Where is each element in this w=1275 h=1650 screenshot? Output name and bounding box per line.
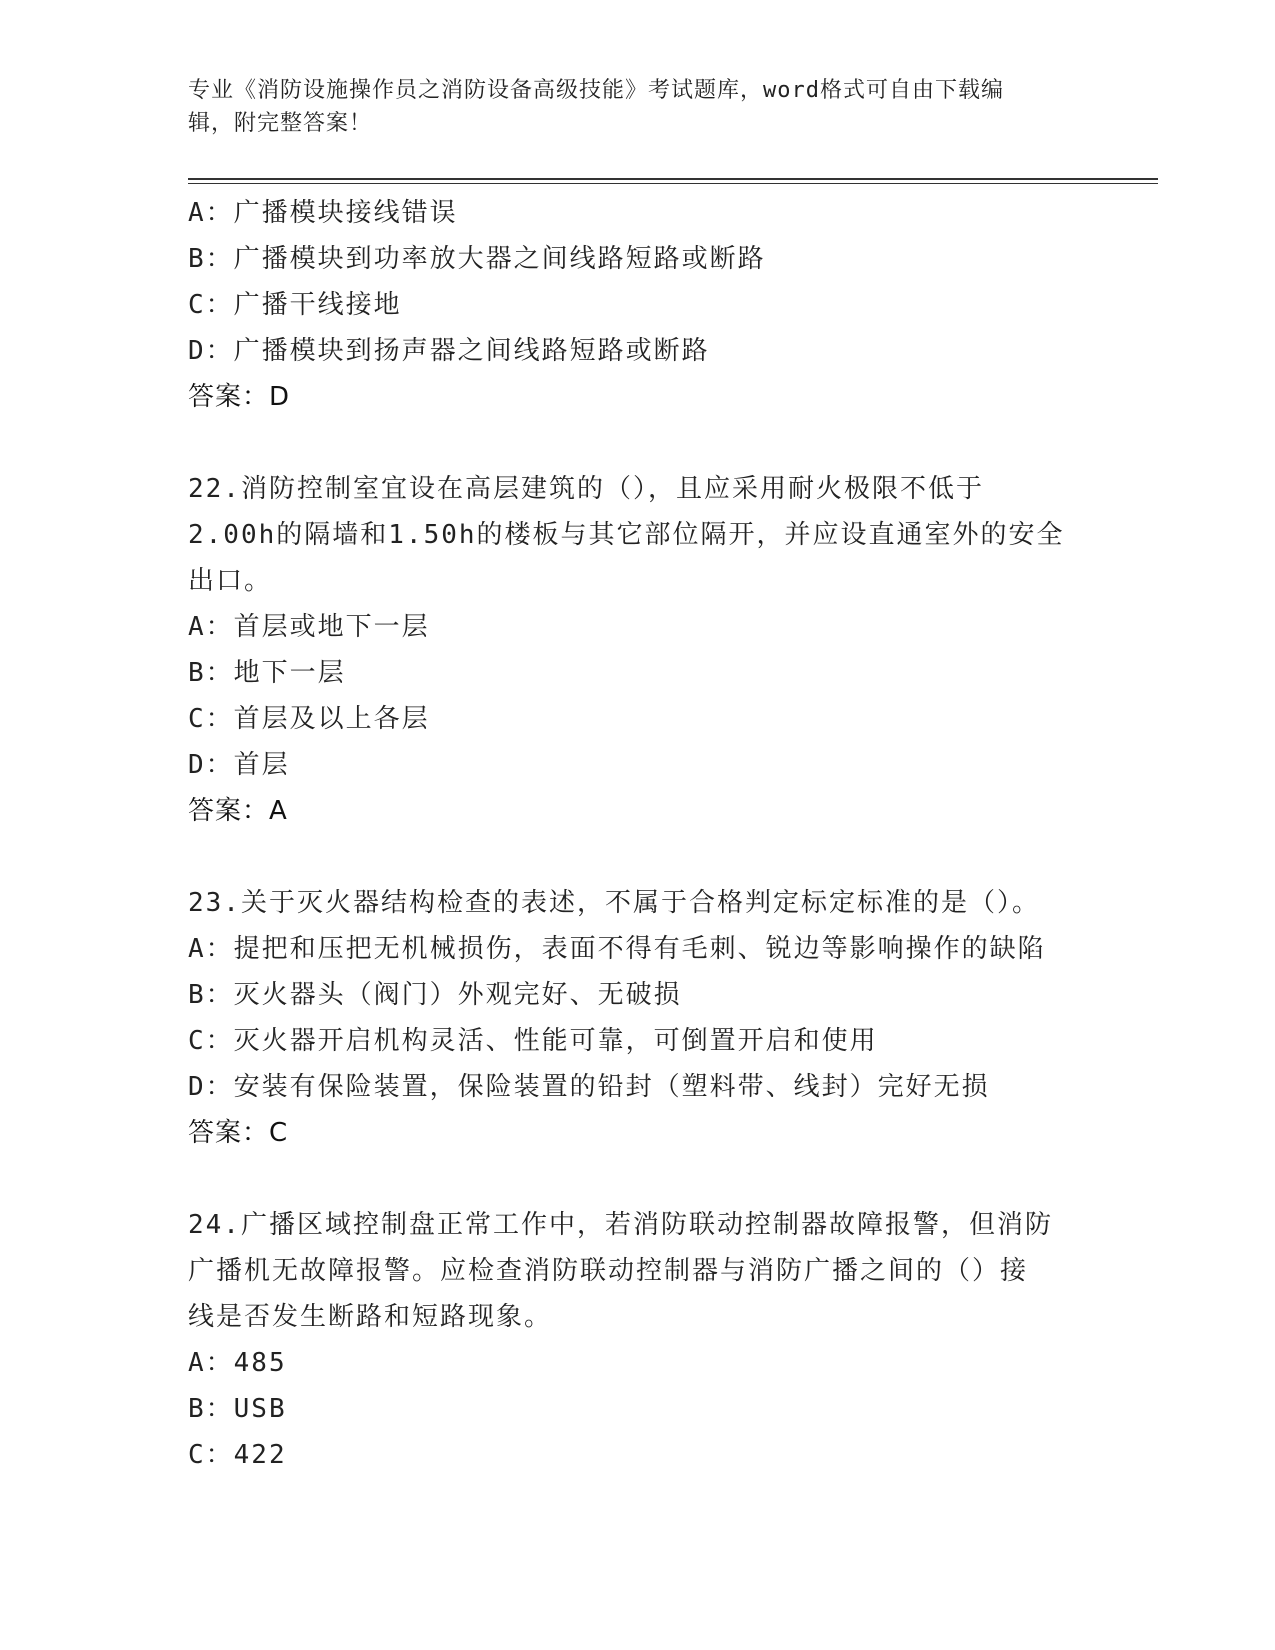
option-d: D：首层 [188, 750, 290, 780]
question-spacer [188, 834, 1088, 880]
option-a: A：485 [188, 1348, 287, 1378]
question-stem-line-1: 24.广播区域控制盘正常工作中，若消防联动控制器故障报警，但消防 [188, 1210, 1053, 1240]
option-a: A：首层或地下一层 [188, 612, 430, 642]
header-line-1: 专业《消防设施操作员之消防设备高级技能》考试题库，word格式可自由下载编 [188, 78, 1004, 103]
option-b: B：USB [188, 1394, 287, 1424]
option-b: B：广播模块到功率放大器之间线路短路或断路 [188, 244, 766, 274]
question-spacer [188, 1156, 1088, 1202]
document-header [188, 74, 1088, 140]
question-stem-line-3: 出口。 [188, 566, 273, 596]
question-stem-line-1: 23.关于灭火器结构检查的表述，不属于合格判定标定标准的是（）。 [188, 888, 1040, 918]
option-c: C：首层及以上各层 [188, 704, 430, 734]
option-b: B：地下一层 [188, 658, 346, 688]
option-c: C：422 [188, 1440, 287, 1470]
option-c: C：广播干线接地 [188, 290, 402, 320]
question-stem-line-3: 线是否发生断路和短路现象。 [188, 1302, 553, 1332]
question-21 [188, 190, 1088, 420]
question-23 [188, 880, 1088, 1156]
header-divider-thin [188, 183, 1158, 184]
question-stem-line-2: 广播机无故障报警。应检查消防联动控制器与消防广播之间的（）接 [188, 1256, 1029, 1286]
question-stem-line-1: 22.消防控制室宜设在高层建筑的（），且应采用耐火极限不低于 [188, 474, 984, 504]
question-spacer [188, 420, 1088, 466]
option-b: B：灭火器头（阀门）外观完好、无破损 [188, 980, 682, 1010]
question-stem-line-2: 2.00h的隔墙和1.50h的楼板与其它部位隔开，并应设直通室外的安全 [188, 520, 1065, 550]
option-d: D：安装有保险装置，保险装置的铅封（塑料带、线封）完好无损 [188, 1072, 990, 1102]
question-list [188, 190, 1088, 1478]
option-a: A：提把和压把无机械损伤，表面不得有毛刺、锐边等影响操作的缺陷 [188, 934, 1046, 964]
answer-line: 答案：A [188, 796, 288, 826]
option-d: D：广播模块到扬声器之间线路短路或断路 [188, 336, 710, 366]
answer-line: 答案：C [188, 1118, 289, 1148]
header-divider-thick [188, 178, 1158, 180]
question-22 [188, 466, 1088, 834]
answer-line: 答案：D [188, 382, 291, 412]
question-24 [188, 1202, 1088, 1478]
option-a: A：广播模块接线错误 [188, 198, 458, 228]
header-line-2: 辑，附完整答案！ [188, 111, 373, 136]
option-c: C：灭火器开启机构灵活、性能可靠，可倒置开启和使用 [188, 1026, 878, 1056]
